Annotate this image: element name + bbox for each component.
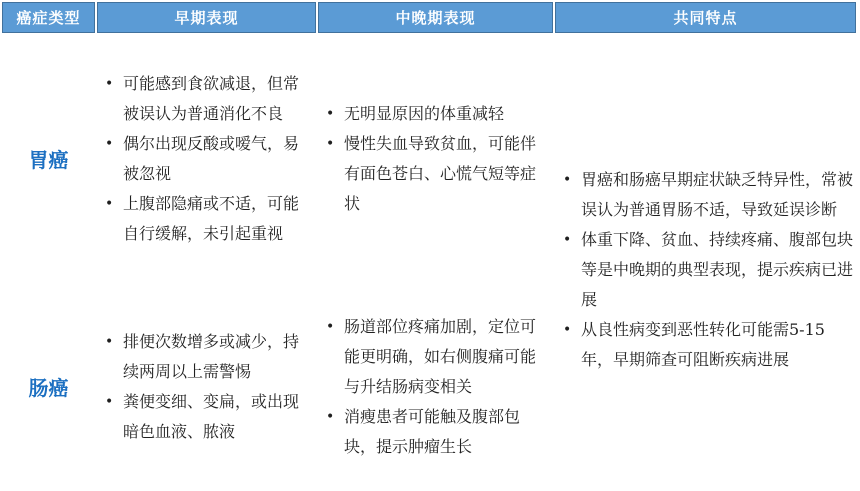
common-features-cell xyxy=(555,33,856,489)
row-label-stomach-cancer xyxy=(2,33,95,284)
row-label-text: 胃癌 xyxy=(28,150,69,172)
intestinal-early-symptoms-list xyxy=(97,327,314,447)
row-label-text: 肠癌 xyxy=(28,378,69,400)
header-cell-mid-late-symptoms xyxy=(318,2,553,33)
intestinal-mid-late-symptoms-cell xyxy=(318,284,553,489)
row-label-intestinal-cancer xyxy=(2,284,95,489)
header-cell-common-features xyxy=(555,2,856,33)
symptom-item: • 偶尔出现反酸或嗳气，易被忽视 xyxy=(97,129,314,189)
symptom-item: • 无明显原因的体重减轻 xyxy=(318,99,551,129)
header-cell-early-symptoms xyxy=(97,2,316,33)
intestinal-early-symptoms-cell xyxy=(97,284,316,489)
symptom-item: • 肠道部位疼痛加剧，定位可能更明确，如右侧腹痛可能与升结肠病变相关 xyxy=(318,312,551,402)
intestinal-mid-late-symptoms-list xyxy=(318,312,551,462)
header-label: 早期表现 xyxy=(174,10,239,27)
stomach-early-symptoms-cell xyxy=(97,33,316,284)
common-feature-item: • 体重下降、贫血、持续疼痛、腹部包块等是中晚期的典型表现，提示疾病已进展 xyxy=(555,225,856,315)
common-features-list xyxy=(555,165,856,375)
stomach-mid-late-symptoms-cell xyxy=(318,33,553,284)
symptom-item: • 粪便变细、变扁，或出现暗色血液、脓液 xyxy=(97,387,314,447)
symptom-item: • 可能感到食欲减退，但常被误认为普通消化不良 xyxy=(97,69,314,129)
symptom-item: • 消瘦患者可能触及腹部包块，提示肿瘤生长 xyxy=(318,402,551,462)
header-cell-cancer-type xyxy=(2,2,95,33)
stomach-early-symptoms-list xyxy=(97,69,314,249)
symptom-item: • 上腹部隐痛或不适，可能自行缓解，未引起重视 xyxy=(97,189,314,249)
stomach-mid-late-symptoms-list xyxy=(318,99,551,219)
symptom-item: • 慢性失血导致贫血，可能伴有面色苍白、心慌气短等症状 xyxy=(318,129,551,219)
common-feature-item: • 从良性病变到恶性转化可能需5-15年，早期筛查可阻断疾病进展 xyxy=(555,315,856,375)
header-label: 中晚期表现 xyxy=(395,10,476,27)
header-label: 癌症类型 xyxy=(16,10,81,27)
header-label: 共同特点 xyxy=(673,10,738,27)
symptom-item: • 排便次数增多或减少，持续两周以上需警惕 xyxy=(97,327,314,387)
common-feature-item: • 胃癌和肠癌早期症状缺乏特异性，常被误认为普通胃肠不适，导致延误诊断 xyxy=(555,165,856,225)
